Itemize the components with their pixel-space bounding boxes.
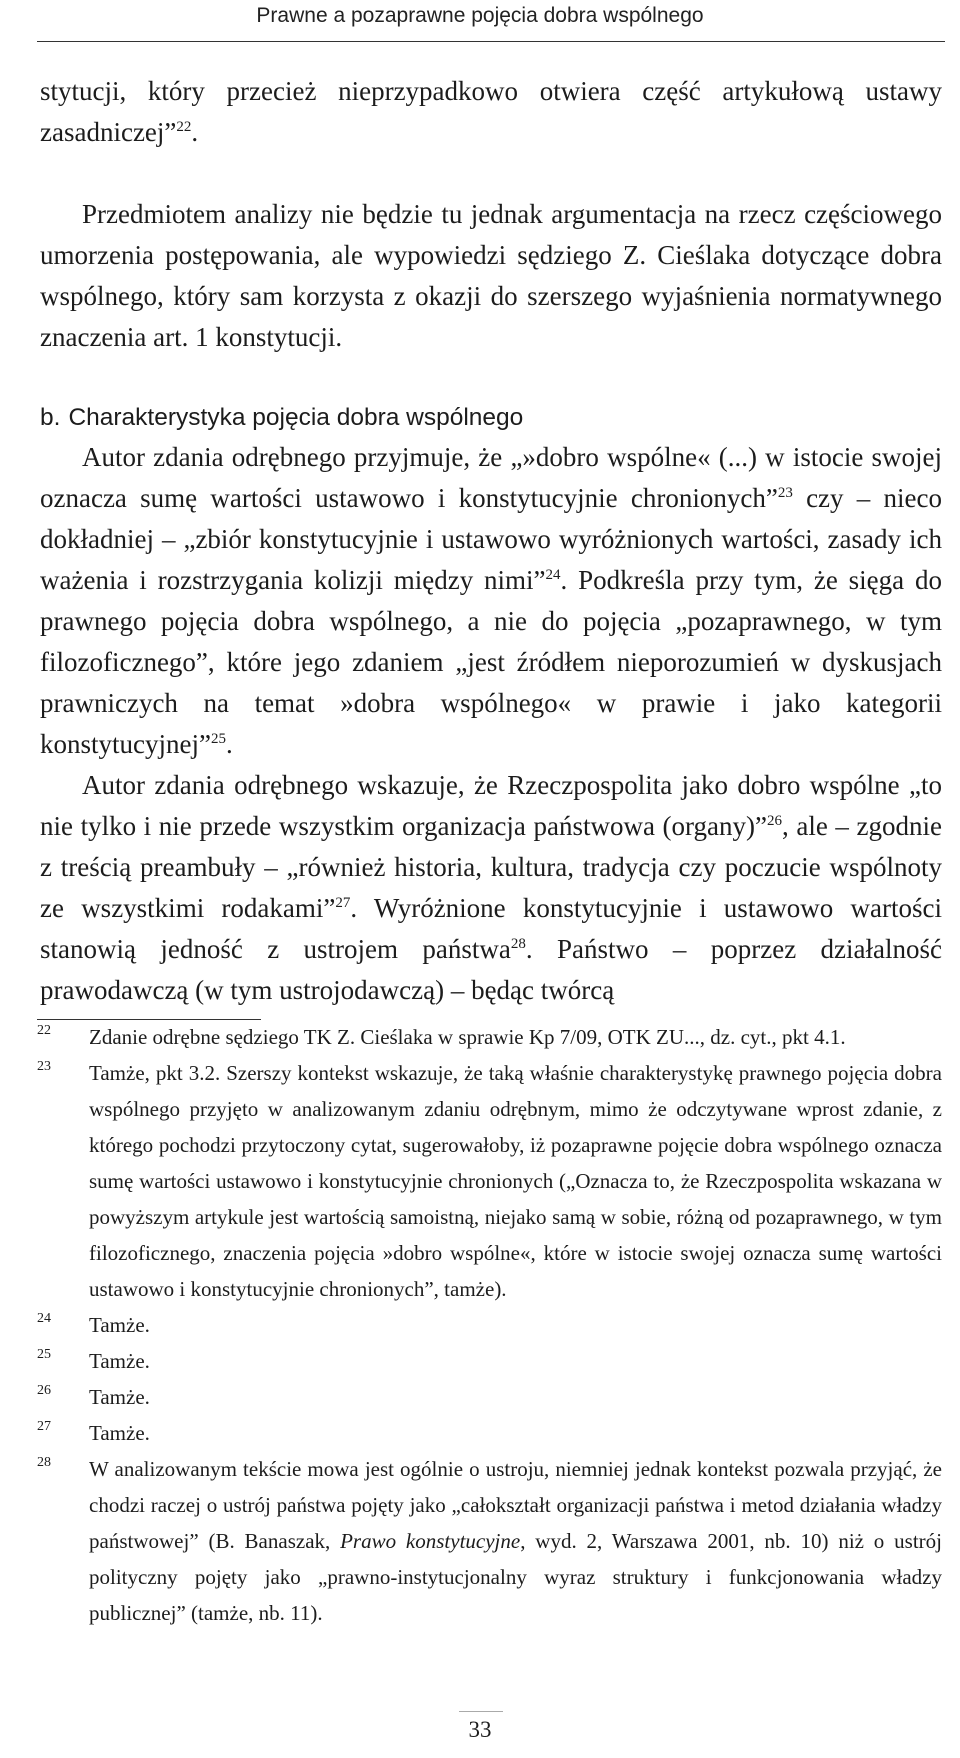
paragraph-2: Przedmiotem analizy nie będzie tu jednak argumentacja na rzecz częściowego umorzenia postępowania, ale wypowiedzi sędziego Z. Cieślaka dotyczące dobra wspólnego, który sam korzysta z okazji do szerszego wyjaśnienia normatywnego znaczenia art. 1 konstytucji. <box>40 199 942 352</box>
footnote-28 <box>37 1451 942 1631</box>
footnote-number: 28 <box>37 1455 51 1470</box>
book-title: Prawo konstytucyjne <box>340 1529 521 1553</box>
footnote-number: 24 <box>37 1311 51 1326</box>
footnote-ref-26[interactable]: 26 <box>767 813 783 829</box>
footnote-number: 22 <box>37 1023 51 1038</box>
section-title: Charakterystyka pojęcia dobra wspólnego <box>68 404 524 431</box>
paragraph-4-part-a: Autor zdania odrębnego wskazuje, że Rzeczpospolita jako dobro wspólne „to nie tylko i nie przede wszystkim organizacja państwowa (organy)” <box>40 770 942 841</box>
paragraph-3 <box>40 437 942 765</box>
footnote-ref-28[interactable]: 28 <box>510 936 526 952</box>
section-letter: b. <box>40 404 61 431</box>
footnote-25 <box>37 1343 942 1379</box>
footnote-ref-25[interactable]: 25 <box>210 731 226 747</box>
running-header-title: Prawne a pozaprawne pojęcia dobra wspólnego <box>256 4 704 27</box>
running-header <box>0 0 960 46</box>
paragraph-1-text: stytucji, który przecież nieprzypadkowo otwiera część artykułową ustawy zasadniczej” <box>40 76 942 147</box>
footnote-text: Tamże. <box>89 1385 150 1409</box>
paragraph-1 <box>40 71 942 153</box>
footnote-text: Tamże. <box>89 1349 150 1373</box>
footnote-number: 26 <box>37 1383 51 1398</box>
footnote-27 <box>37 1415 942 1451</box>
section-heading <box>40 399 942 437</box>
footnote-ref-27[interactable]: 27 <box>335 895 351 911</box>
footnote-number: 27 <box>37 1419 51 1434</box>
footnote-24 <box>37 1307 942 1343</box>
footnote-text: Tamże. <box>89 1421 150 1445</box>
footnote-26 <box>37 1379 942 1415</box>
paragraph-4-part-d: . Państwo – poprzez działalność prawodawczą (w tym ustrojodawczą) – będąc twórcą <box>40 934 942 1005</box>
paragraph-3-part-d: . <box>225 729 233 759</box>
paragraph-1-tail: . <box>191 117 199 147</box>
header-rule <box>37 41 945 42</box>
paragraph-4-part-c: . Wyróżnione konstytucyjnie i ustawowo wartości stanowią jedność z ustrojem państwa <box>40 893 942 964</box>
page-number: 33 <box>468 1717 492 1742</box>
footnote-22 <box>37 1019 942 1055</box>
paragraph-3-part-a: Autor zdania odrębnego przyjmuje, że „»dobro wspólne« (...) w istocie swojej oznacza sumę wartości ustawowo i konstytucyjnie chronionych” <box>40 442 942 513</box>
footnote-text: W analizowanym tekście mowa jest ogólnie o ustroju, niemniej jednak kontekst pozwala przyjąć, że chodzi raczej o ustrój państwa pojęty jako „całokształt organizacji państwa i metod działania władzy państwowej” (B. Banaszak, <box>89 1457 942 1553</box>
paragraph-3-part-b: czy – nieco dokładniej – „zbiór konstytucyjnie i ustawowo wyróżnionych wartości, zasady ich ważenia i rozstrzygania kolizji między nimi” <box>40 483 943 595</box>
paragraph-4-part-b: , ale – zgodnie z treścią preambuły – „również historia, kultura, tradycja czy poczucie wspólnoty ze wszystkimi rodakami” <box>40 811 942 923</box>
footnote-number: 23 <box>37 1059 51 1074</box>
footnote-text-cont: , wyd. 2, Warszawa 2001, nb. 10) niż o ustrój polityczny pojęty jako „prawno-instytucjonalny wyraz struktury i funkcjonowania władzy publicznej” (tamże, nb. 11). <box>89 1529 942 1625</box>
paragraph-4 <box>40 765 942 1011</box>
page-number-rule <box>459 1711 503 1712</box>
footnote-23 <box>37 1055 942 1307</box>
footnote-text: Tamże. <box>89 1313 150 1337</box>
main-text <box>40 71 942 1011</box>
footnote-text: Zdanie odrębne sędziego TK Z. Cieślaka w sprawie Kp 7/09, OTK ZU..., dz. cyt., pkt 4.1. <box>89 1025 846 1049</box>
footnote-ref-23[interactable]: 23 <box>777 485 793 501</box>
footnotes <box>37 1019 942 1631</box>
footnote-ref-24[interactable]: 24 <box>545 567 561 583</box>
paragraph-3-part-c: . Podkreśla przy tym, że sięga do prawnego pojęcia dobra wspólnego, a nie do pojęcia „pozaprawnego, w tym filozoficznego”, które jego zdaniem „jest źródłem nieporozumień w dyskusjach prawniczych na temat »dobra wspólnego« w prawie i jako kategorii konstytucyjnej” <box>40 565 942 759</box>
footnote-ref-22[interactable]: 22 <box>176 119 192 135</box>
footnote-number: 25 <box>37 1347 51 1362</box>
footnote-text: Tamże, pkt 3.2. Szerszy kontekst wskazuje, że taką właśnie charakterystykę prawnego pojęcia dobra wspólnego przyjęto w analizowanym zdaniu odrębnym, mimo że odczytywane wprost zdanie, z którego pochodzi przytoczony cytat, sugerowałoby, iż pozaprawne pojęcie dobra wspólnego oznacza sumę wartości ustawowo i konstytucyjnie chronionych („Oznacza to, że Rzeczpospolita wskazana w powyższym artykule jest wartością samoistną, niejako samą w sobie, różną od pozaprawnego, w tym filozoficznego, znaczenia pojęcia »dobro wspólne«, które w istocie swojej oznacza sumę wartości ustawowo i konstytucyjnie chronionych”, tamże). <box>89 1061 942 1301</box>
